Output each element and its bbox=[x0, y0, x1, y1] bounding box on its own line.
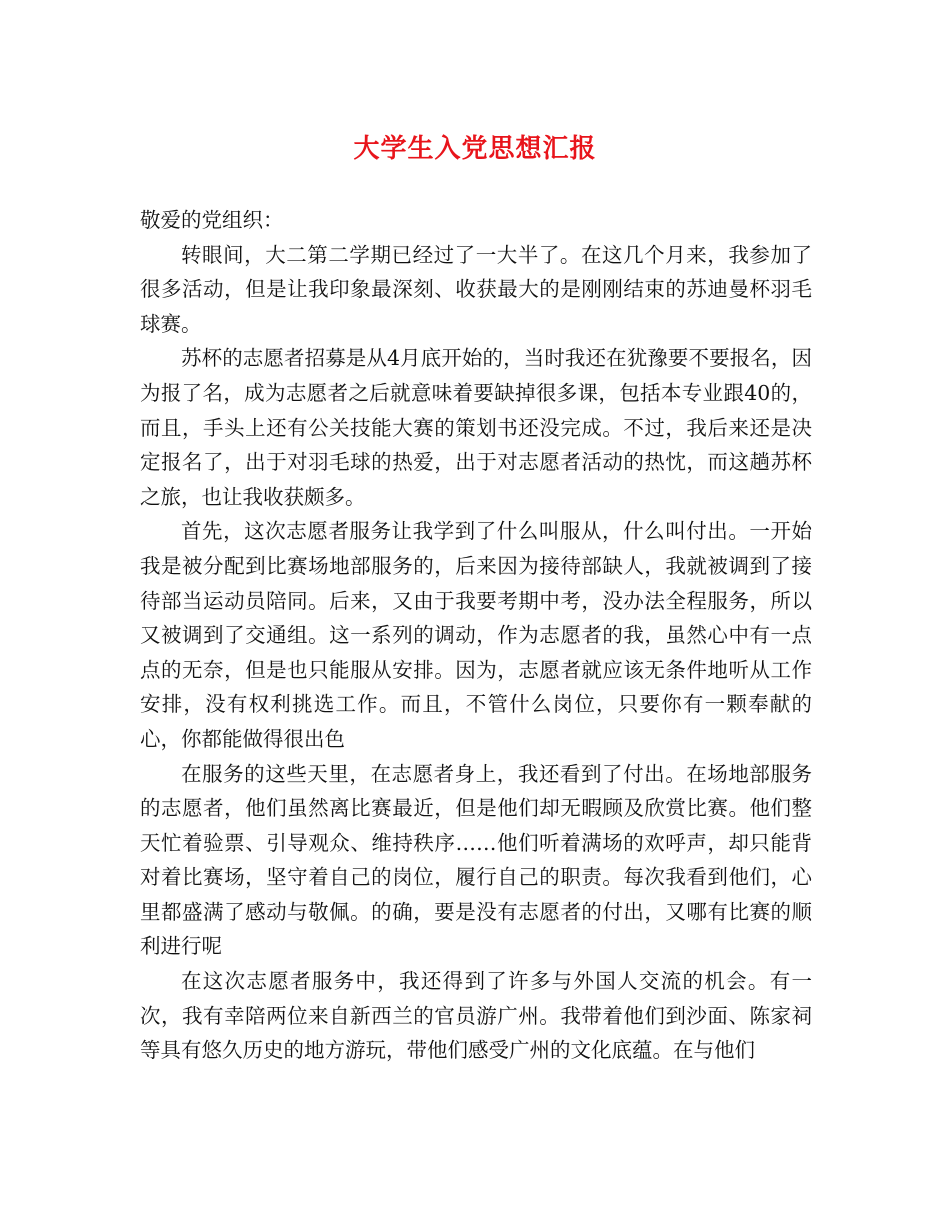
paragraph-3: 首先，这次志愿者服务让我学到了什么叫服从，什么叫付出。一开始我是被分配到比赛场地部服务的，后来因为接待部缺人，我就被调到了接待部当运动员陪同。后来，又由于我要考期中考，没办法全程服务，所以又被调到了交通组。这一系列的调动，作为志愿者的我，虽然心中有一点点的无奈，但是也只能服从安排。因为，志愿者就应该无条件地听从工作安排，没有权利挑选工作。而且，不管什么岗位，只要你有一颗奉献的心，你都能做得很出色 bbox=[140, 519, 812, 751]
paragraph-5: 在这次志愿者服务中，我还得到了许多与外国人交流的机会。有一次，我有幸陪两位来自新西兰的官员游广州。我带着他们到沙面、陈家祠等具有悠久历史的地方游玩，带他们感受广州的文化底蕴。在与他们 bbox=[140, 969, 812, 1063]
paragraph-4: 在服务的这些天里，在志愿者身上，我还看到了付出。在场地部服务的志愿者，他们虽然离比赛最近，但是他们却无暇顾及欣赏比赛。他们整天忙着验票、引导观众、维持秩序……他们听着满场的欢呼声，却只能背对着比赛场，坚守着自己的岗位，履行自己的职责。每次我看到他们，心里都盛满了感动与敬佩。的确，要是没有志愿者的付出，又哪有比赛的顺利进行呢 bbox=[140, 761, 812, 959]
salutation: 敬爱的党组织： bbox=[140, 208, 284, 232]
document-body bbox=[140, 203, 812, 1068]
paragraph-2: 苏杯的志愿者招募是从4月底开始的，当时我还在犹豫要不要报名，因为报了名，成为志愿者之后就意味着要缺掉很多课，包括本专业跟40的，而且，手头上还有公关技能大赛的策划书还没完成。不过，我后来还是决定报名了，出于对羽毛球的热爱，出于对志愿者活动的热忱，而这趟苏杯之旅，也让我收获颇多。 bbox=[140, 346, 812, 509]
paragraph-1: 转眼间，大二第二学期已经过了一大半了。在这几个月来，我参加了很多活动，但是让我印象最深刻、收获最大的是刚刚结束的苏迪曼杯羽毛球赛。 bbox=[140, 242, 812, 336]
document-title: 大学生入党思想汇报 bbox=[353, 134, 597, 164]
